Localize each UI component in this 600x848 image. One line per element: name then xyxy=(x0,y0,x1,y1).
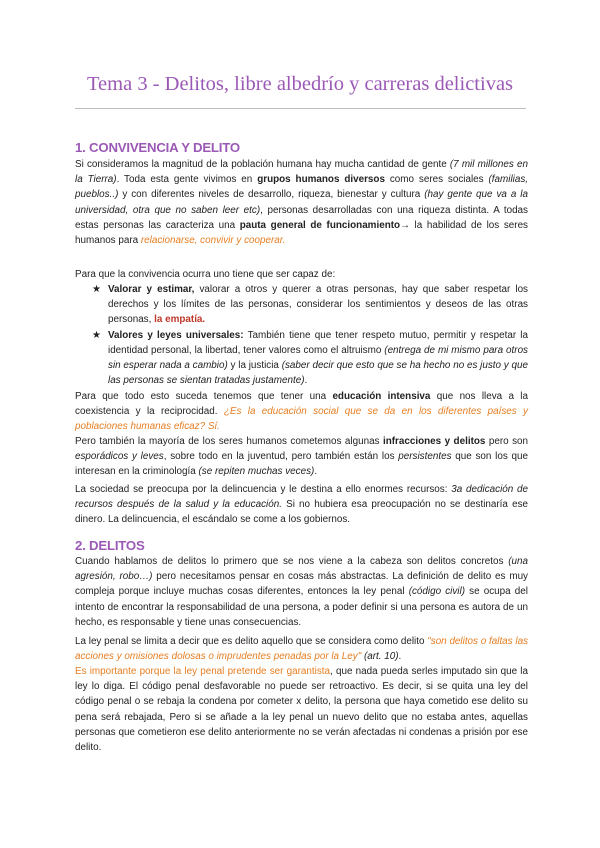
text-run: Cuando hablamos de delitos lo primero que se nos viene a la cabeza son delitos concretos xyxy=(75,556,509,567)
star-bullet-icon: ★ xyxy=(92,284,101,295)
text-run: Si no hubiera esa preocupación no se destinaría ese dinero. La delincuencia, el escándalo se come a los gobiernos. xyxy=(75,499,528,526)
text-run: . xyxy=(398,651,402,663)
text-run: la empatía. xyxy=(154,314,206,326)
paragraph-infracciones xyxy=(75,434,528,480)
text-run: Valores y leyes universales: xyxy=(108,329,244,341)
text-run: valorar a otros y querer a otras personas, hay que saber respetar los derechos y los límites de las personas, considerar los sentimientos y deseos de las otras personas, xyxy=(108,284,528,326)
text-run: Valorar y estimar, xyxy=(108,284,195,295)
star-bullet-icon: ★ xyxy=(92,329,101,341)
paragraph-ley-penal xyxy=(75,634,528,664)
title-divider xyxy=(75,108,526,109)
paragraph-convivencia-requisitos xyxy=(75,267,528,282)
text-run: . Toda esta gente vivimos en xyxy=(116,174,258,186)
text-run: grupos humanos diversos xyxy=(257,174,385,186)
paragraph-convivencia-intro xyxy=(75,157,528,248)
text-run: y con diferentes niveles de desarrollo, riqueza, bienestar y cultura xyxy=(118,189,425,201)
text-run: pauta general de funcionamiento xyxy=(239,219,401,231)
list-item xyxy=(92,328,528,389)
text-run: , personas desarrolladas con una riqueza distinta. A todas estas personas las caracteriza una xyxy=(75,204,528,231)
text-run: (art. 10) xyxy=(363,651,399,663)
text-run: → la habilidad de los seres humanos para xyxy=(75,219,528,247)
text-run: ¿Es la educación social que se da en los diferentes países y poblaciones humanas eficaz? Sí. xyxy=(75,406,528,433)
text-run: que son los que interesan en la criminología xyxy=(75,451,528,478)
text-run: persistentes xyxy=(398,451,452,463)
text-run: relacionarse, convivir y cooperar. xyxy=(140,235,286,247)
list-item-text xyxy=(108,284,528,325)
paragraph-garantista xyxy=(75,664,528,755)
text-run: , sobre todo en la juventud, pero también están los xyxy=(163,451,399,463)
paragraph-delitos-intro xyxy=(75,554,528,630)
text-run: se ocupa del intento de encontrar la responsabilidad de una persona, a poder definir si una persona es autora de un hecho, es responsable y tiene unas consecuencias. xyxy=(75,586,528,628)
text-run: (7 mil millones en la Tierra) xyxy=(75,159,528,186)
text-run: También tiene que tener respeto mutuo, permitir y respetar la identidad personal, la libertad, tener valores como el altruismo xyxy=(108,329,528,356)
text-run: esporádicos y leves xyxy=(75,451,164,463)
text-run: pero son xyxy=(485,436,528,447)
text-run: Si consideramos la magnitud de la población humana hay mucha cantidad de gente xyxy=(75,159,450,170)
text-run: , que nada pueda serles imputado sin que la ley lo diga. El código penal desfavorable no puede ser retroactivo. Es decir, si se quita una ley del código penal o se rebaja la condena por cometer x delito, la persona que haya cometido ese delito su pena será rebajada, Pero si se añade a la ley penal un nuevo delito que no estaba antes, aquellas personas que cometieron ese delito anteriormente no se verán afectadas ni condenas a prisión por ese delito. xyxy=(75,666,528,754)
text-run: "son delitos o faltas las acciones y omisiones dolosas o imprudentes penadas por la Ley" xyxy=(75,636,529,663)
convivencia-list xyxy=(92,282,528,388)
list-item xyxy=(92,282,528,328)
text-run: Para que todo esto suceda tenemos que tener una xyxy=(75,391,333,402)
text-run: educación intensiva xyxy=(332,391,431,402)
text-run: . xyxy=(314,466,318,478)
text-run: . xyxy=(304,375,308,387)
text-run: (se repiten muchas veces) xyxy=(198,466,315,478)
text-run: Para que la convivencia ocurra uno tiene que ser capaz de: xyxy=(75,269,336,280)
text-run: que nos lleva a la coexistencia y la reciprocidad. xyxy=(75,391,528,418)
page-title: Tema 3 - Delitos, libre albedrío y carreras delictivas xyxy=(86,73,514,95)
text-run: 3a dedicación de recursos después de la salud y la educación. xyxy=(75,484,529,511)
text-run: (código civil) xyxy=(408,586,465,598)
text-run: (una agresión, robo…) xyxy=(75,556,528,583)
text-run: La ley penal se limita a decir que es delito aquello que se considera como delito xyxy=(75,636,428,647)
paragraph-recursos xyxy=(75,482,528,528)
text-run: (saber decir que esto que se ha hecho no es justo y que las personas se sientan tratadas justamente) xyxy=(108,360,528,387)
text-run: Pero también la mayoría de los seres humanos cometemos algunas xyxy=(75,436,383,447)
text-run: (familias, pueblos..) xyxy=(75,174,529,201)
text-run: como seres sociales xyxy=(384,174,489,186)
text-run: (entrega de mi mismo para otros sin esperar nada a cambio) xyxy=(108,344,528,372)
paragraph-educacion xyxy=(75,389,528,435)
text-run: y la justicia xyxy=(227,360,282,372)
text-run: (hay gente que va a la universidad, otra que no saben leer etc) xyxy=(75,189,528,216)
section-heading-convivencia: 1. CONVIVENCIA Y DELITO xyxy=(75,140,240,155)
text-run: pero necesitamos pensar en cosas más abstractas. La definición de delito es muy compleja porque incluye muchas cosas diferentes, entonces la ley penal xyxy=(75,571,528,598)
list-item-text xyxy=(108,330,528,387)
text-run: Es importante porque la ley penal pretende ser garantista xyxy=(75,666,331,677)
text-run: La sociedad se preocupa por la delincuencia y le destina a ello enormes recursos: xyxy=(75,484,452,495)
section-heading-delitos: 2. DELITOS xyxy=(75,538,145,553)
text-run: infracciones y delitos xyxy=(382,436,486,447)
